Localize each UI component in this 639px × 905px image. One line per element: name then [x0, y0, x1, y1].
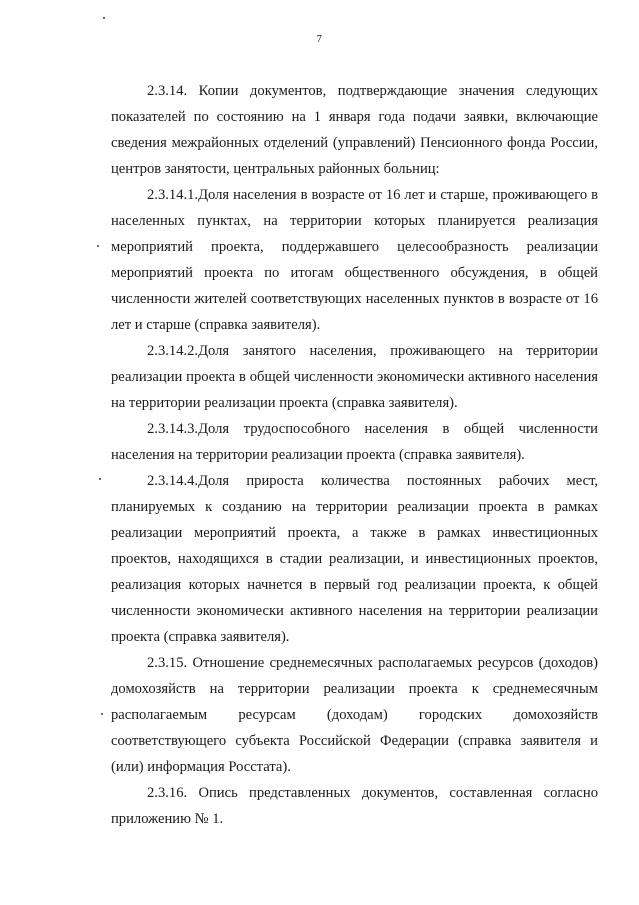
scan-speck — [99, 478, 101, 480]
page-number: 7 — [316, 33, 323, 45]
scan-speck — [101, 713, 103, 715]
scan-speck — [103, 17, 105, 19]
document-body — [111, 78, 598, 832]
paragraph-2-3-14-4: 2.3.14.4.Доля прироста количества постоянных рабочих мест, планируемых к созданию на территории реализации проекта в рамках реализации мероприятий проекта, а также в рамках инвестиционных проектов, находящихся в стадии реализации, и инвестиционных проектов, реализация которых начнется в первый год реализации проекта, к общей численности экономически активного населения на территории реализации проекта (справка заявителя). — [111, 473, 598, 645]
scan-speck — [97, 245, 99, 247]
paragraph-2-3-14-1: 2.3.14.1.Доля населения в возрасте от 16 лет и старше, проживающего в населенных пунктах, на территории которых планируется реализация мероприятий проекта, поддержавшего целесообразность реализации мероприятий проекта по итогам общественного обсуждения, в общей численности жителей соответствующих населенных пунктов в возрасте от 16 лет и старше (справка заявителя). — [111, 187, 598, 333]
paragraph-2-3-14-2: 2.3.14.2.Доля занятого населения, проживающего на территории реализации проекта в общей численности экономически активного населения на территории реализации проекта (справка заявителя). — [111, 343, 598, 411]
paragraph-2-3-14: 2.3.14. Копии документов, подтверждающие значения следующих показателей по состоянию на 1 января года подачи заявки, включающие сведения межрайонных отделений (управлений) Пенсионного фонда России, центров занятости, центральных районных больниц: — [111, 83, 598, 177]
paragraph-2-3-14-3: 2.3.14.3.Доля трудоспособного населения в общей численности населения на территории реализации проекта (справка заявителя). — [111, 421, 598, 463]
paragraph-2-3-15: 2.3.15. Отношение среднемесячных располагаемых ресурсов (доходов) домохозяйств на территории реализации проекта к среднемесячным располагаемым ресурсам (доходам) городских домохозяйств соответствующего субъекта Российской Федерации (справка заявителя и (или) информация Росстата). — [111, 655, 598, 775]
paragraph-2-3-16: 2.3.16. Опись представленных документов, составленная согласно приложению № 1. — [111, 785, 598, 827]
